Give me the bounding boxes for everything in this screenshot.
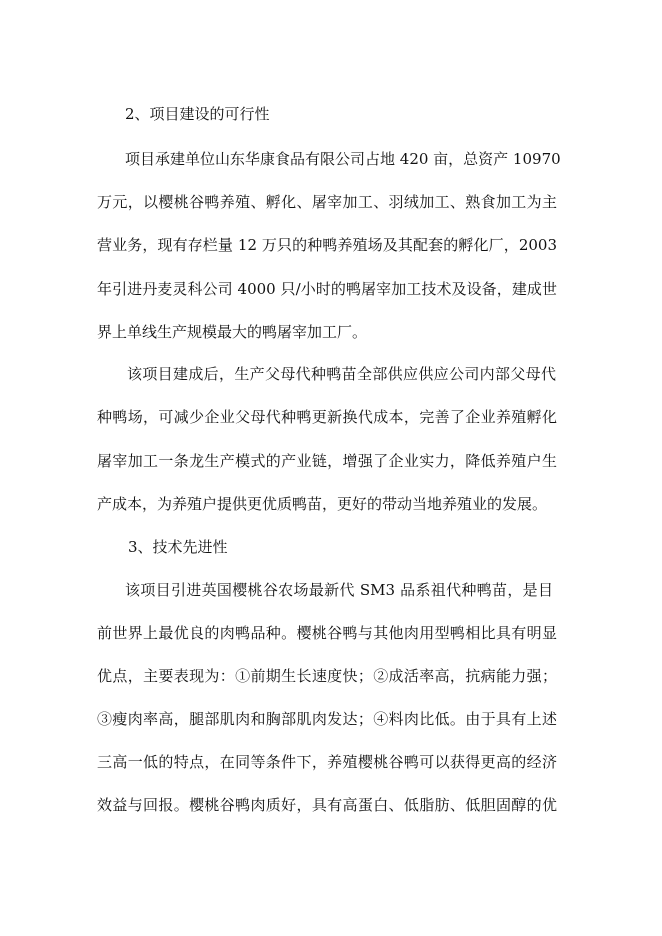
paragraph-line: 种鸭场，可减少企业父母代种鸭更新换代成本，完善了企业养殖孵化 [97,408,557,426]
paragraph-line: 项目承建单位山东华康食品有限公司占地 420 亩，总资产 10970 [125,150,561,168]
paragraph-line: 前世界上最优良的肉鸭品种。樱桃谷鸭与其他肉用型鸭相比具有明显 [97,624,557,642]
section-2-heading: 2、项目建设的可行性 [125,105,270,123]
paragraph-line: 效益与回报。樱桃谷鸭肉质好，具有高蛋白、低脂肪、低胆固醇的优 [97,796,557,814]
paragraph-line: 优点，主要表现为：①前期生长速度快；②成活率高，抗病能力强； [97,667,557,685]
paragraph-line: 三高一低的特点，在同等条件下，养殖樱桃谷鸭可以获得更高的经济 [97,753,557,771]
paragraph-line: 屠宰加工一条龙生产模式的产业链，增强了企业实力，降低养殖户生 [97,452,557,470]
paragraph-line: 该项目引进英国樱桃谷农场最新代 SM3 品系祖代种鸭苗，是目 [125,581,553,599]
paragraph-line: 该项目建成后，生产父母代种鸭苗全部供应供应公司内部父母代 [127,365,556,383]
paragraph-line: 界上单线生产规模最大的鸭屠宰加工厂。 [97,323,368,341]
paragraph-line: 产成本，为养殖户提供更优质鸭苗，更好的带动当地养殖业的发展。 [97,495,548,513]
paragraph-line: 年引进丹麦灵科公司 4000 只/小时的鸭屠宰加工技术及设备，建成世 [97,280,557,298]
paragraph-line: 万元，以樱桃谷鸭养殖、孵化、屠宰加工、羽绒加工、熟食加工为主 [97,193,557,211]
section-3-heading: 3、技术先进性 [128,538,228,556]
paragraph-line: 营业务，现有存栏量 12 万只的种鸭养殖场及其配套的孵化厂，2003 [97,236,557,254]
paragraph-line: ③瘦肉率高，腿部肌肉和胸部肌肉发达；④料肉比低。由于具有上述 [97,710,557,728]
